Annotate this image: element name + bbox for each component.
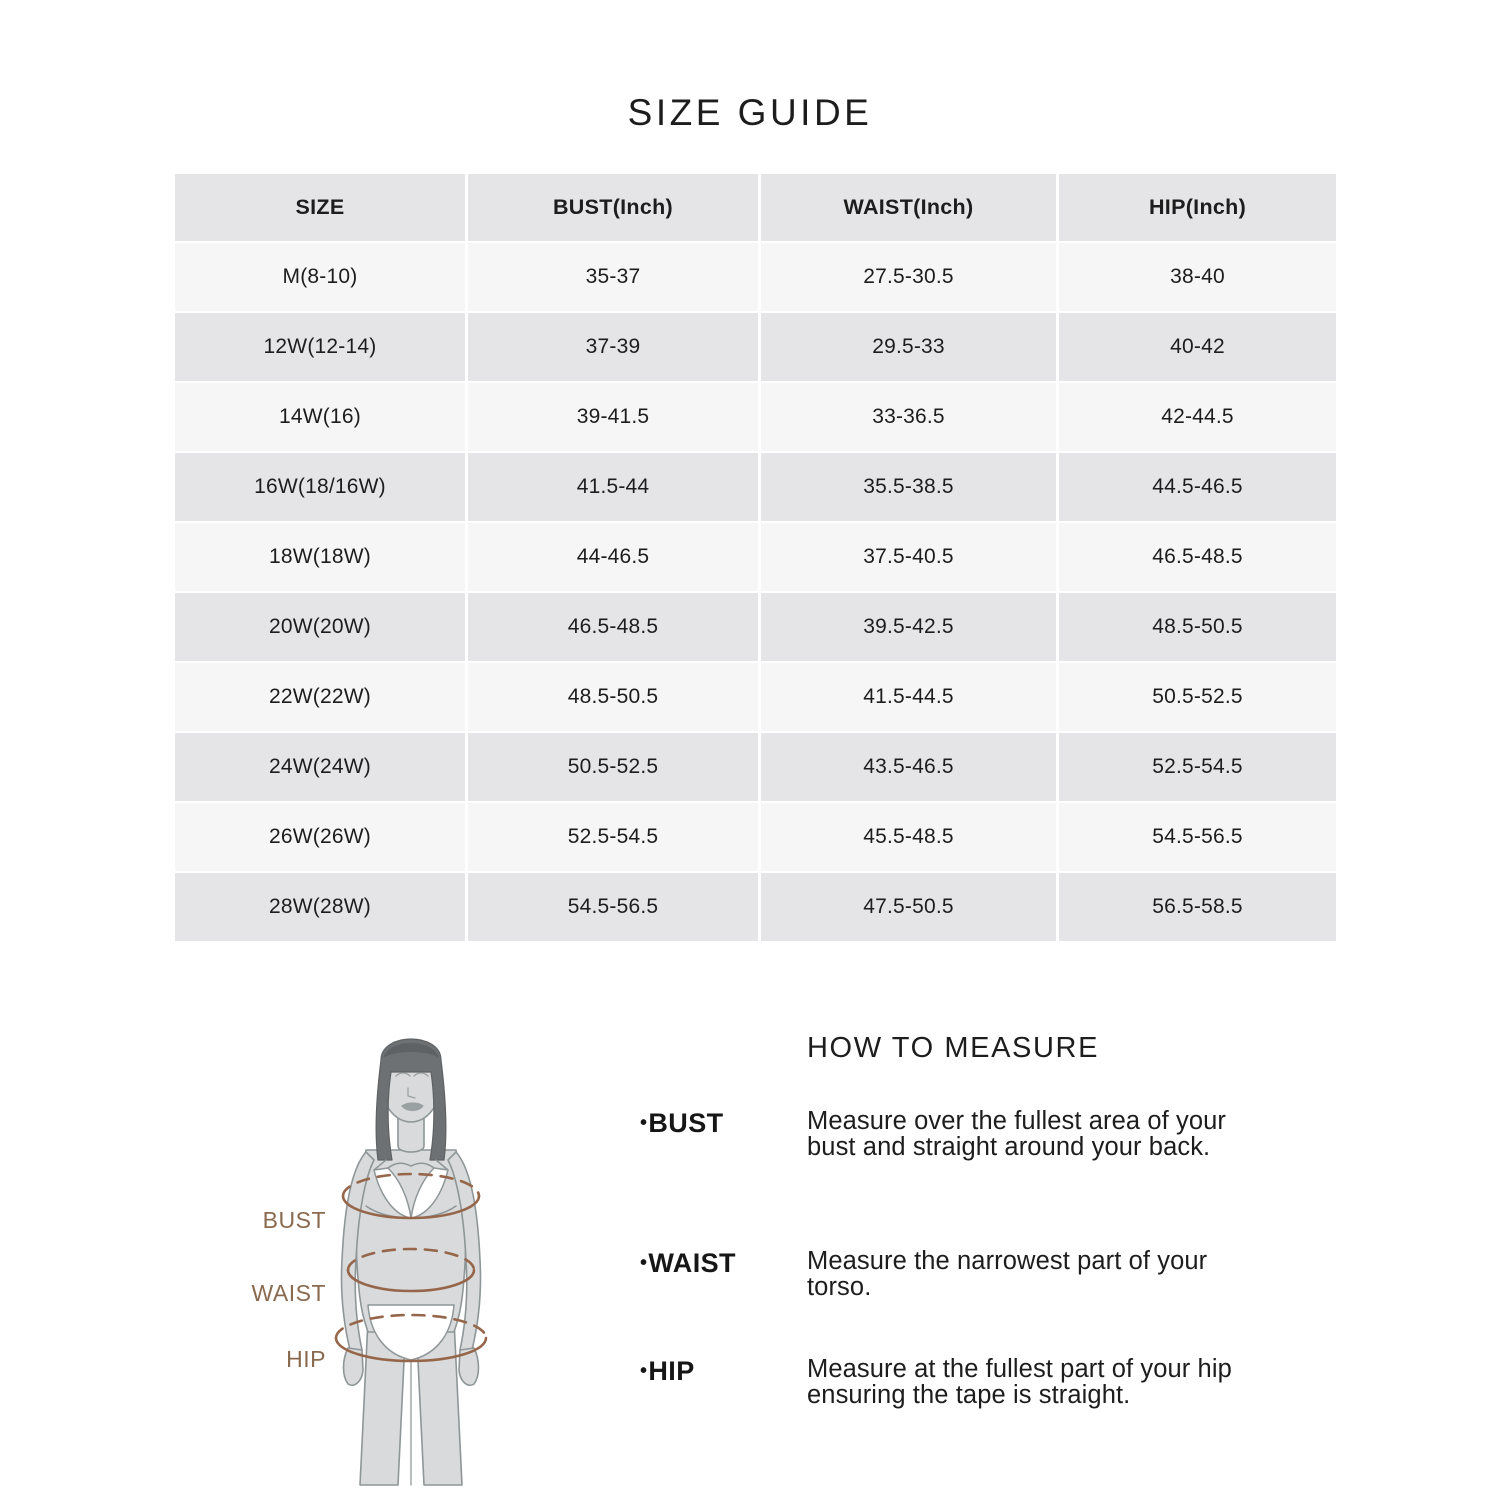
column-header-hip: HIP(Inch) <box>1059 174 1336 241</box>
cell-size: 14W(16) <box>175 383 465 451</box>
column-header-size: SIZE <box>175 174 465 241</box>
cell-bust: 35-37 <box>468 243 758 311</box>
measure-term-label: HIP <box>648 1356 695 1386</box>
figure-label-hip: HIP <box>286 1346 326 1372</box>
cell-hip: 52.5-54.5 <box>1059 733 1336 801</box>
cell-hip: 46.5-48.5 <box>1059 523 1336 591</box>
female-body-diagram-icon <box>248 1020 578 1490</box>
cell-waist: 37.5-40.5 <box>761 523 1056 591</box>
cell-bust: 39-41.5 <box>468 383 758 451</box>
cell-waist: 47.5-50.5 <box>761 873 1056 941</box>
cell-hip: 38-40 <box>1059 243 1336 311</box>
measure-item-bust <box>640 1108 1260 1160</box>
cell-bust: 46.5-48.5 <box>468 593 758 661</box>
measure-description-bust: Measure over the fullest area of your bust and straight around your back. <box>807 1107 1226 1161</box>
cell-waist: 27.5-30.5 <box>761 243 1056 311</box>
cell-size: 28W(28W) <box>175 873 465 941</box>
cell-size: 18W(18W) <box>175 523 465 591</box>
cell-size: 22W(22W) <box>175 663 465 731</box>
table-row <box>175 663 1336 731</box>
cell-bust: 54.5-56.5 <box>468 873 758 941</box>
cell-bust: 50.5-52.5 <box>468 733 758 801</box>
column-header-waist: WAIST(Inch) <box>761 174 1056 241</box>
measure-term-waist <box>640 1248 807 1279</box>
cell-waist: 35.5-38.5 <box>761 453 1056 521</box>
cell-bust: 52.5-54.5 <box>468 803 758 871</box>
measure-description-hip: Measure at the fullest part of your hip ensuring the tape is straight. <box>807 1355 1232 1409</box>
cell-bust: 48.5-50.5 <box>468 663 758 731</box>
figure-label-waist: WAIST <box>251 1280 326 1306</box>
cell-waist: 41.5-44.5 <box>761 663 1056 731</box>
cell-waist: 33-36.5 <box>761 383 1056 451</box>
cell-hip: 48.5-50.5 <box>1059 593 1336 661</box>
page-title: SIZE GUIDE <box>627 92 873 133</box>
measure-description-waist: Measure the narrowest part of your torso. <box>807 1247 1208 1301</box>
cell-hip: 44.5-46.5 <box>1059 453 1336 521</box>
measure-item-hip <box>640 1356 1260 1408</box>
cell-hip: 42-44.5 <box>1059 383 1336 451</box>
cell-size: 16W(18/16W) <box>175 453 465 521</box>
body-figure-illustration <box>248 1020 578 1490</box>
table-row <box>175 313 1336 381</box>
table-row <box>175 453 1336 521</box>
table-row <box>175 383 1336 451</box>
measure-term-bust <box>640 1108 807 1139</box>
measure-item-waist <box>640 1248 1260 1300</box>
cell-waist: 39.5-42.5 <box>761 593 1056 661</box>
size-guide-table <box>172 172 1339 943</box>
cell-size: 12W(12-14) <box>175 313 465 381</box>
bullet-icon: • <box>640 1112 648 1134</box>
column-header-bust: BUST(Inch) <box>468 174 758 241</box>
how-to-measure-block <box>640 1010 1260 1409</box>
measure-term-label: WAIST <box>648 1248 736 1278</box>
how-to-measure-title: HOW TO MEASURE <box>807 1032 1100 1064</box>
table-row <box>175 523 1336 591</box>
cell-hip: 50.5-52.5 <box>1059 663 1336 731</box>
measurement-section <box>0 1010 1500 1500</box>
cell-hip: 54.5-56.5 <box>1059 803 1336 871</box>
measure-term-hip <box>640 1356 807 1387</box>
cell-waist: 45.5-48.5 <box>761 803 1056 871</box>
cell-bust: 44-46.5 <box>468 523 758 591</box>
table-row <box>175 803 1336 871</box>
table-header-row <box>175 174 1336 241</box>
measure-term-label: BUST <box>648 1108 724 1138</box>
table-row <box>175 873 1336 941</box>
cell-size: 20W(20W) <box>175 593 465 661</box>
cell-bust: 37-39 <box>468 313 758 381</box>
cell-bust: 41.5-44 <box>468 453 758 521</box>
bullet-icon: • <box>640 1252 648 1274</box>
cell-waist: 29.5-33 <box>761 313 1056 381</box>
cell-size: M(8-10) <box>175 243 465 311</box>
table-row <box>175 733 1336 801</box>
table-row <box>175 593 1336 661</box>
figure-label-bust: BUST <box>262 1207 326 1233</box>
table-row <box>175 243 1336 311</box>
cell-hip: 40-42 <box>1059 313 1336 381</box>
cell-size: 24W(24W) <box>175 733 465 801</box>
cell-hip: 56.5-58.5 <box>1059 873 1336 941</box>
cell-waist: 43.5-46.5 <box>761 733 1056 801</box>
bullet-icon: • <box>640 1360 648 1382</box>
cell-size: 26W(26W) <box>175 803 465 871</box>
